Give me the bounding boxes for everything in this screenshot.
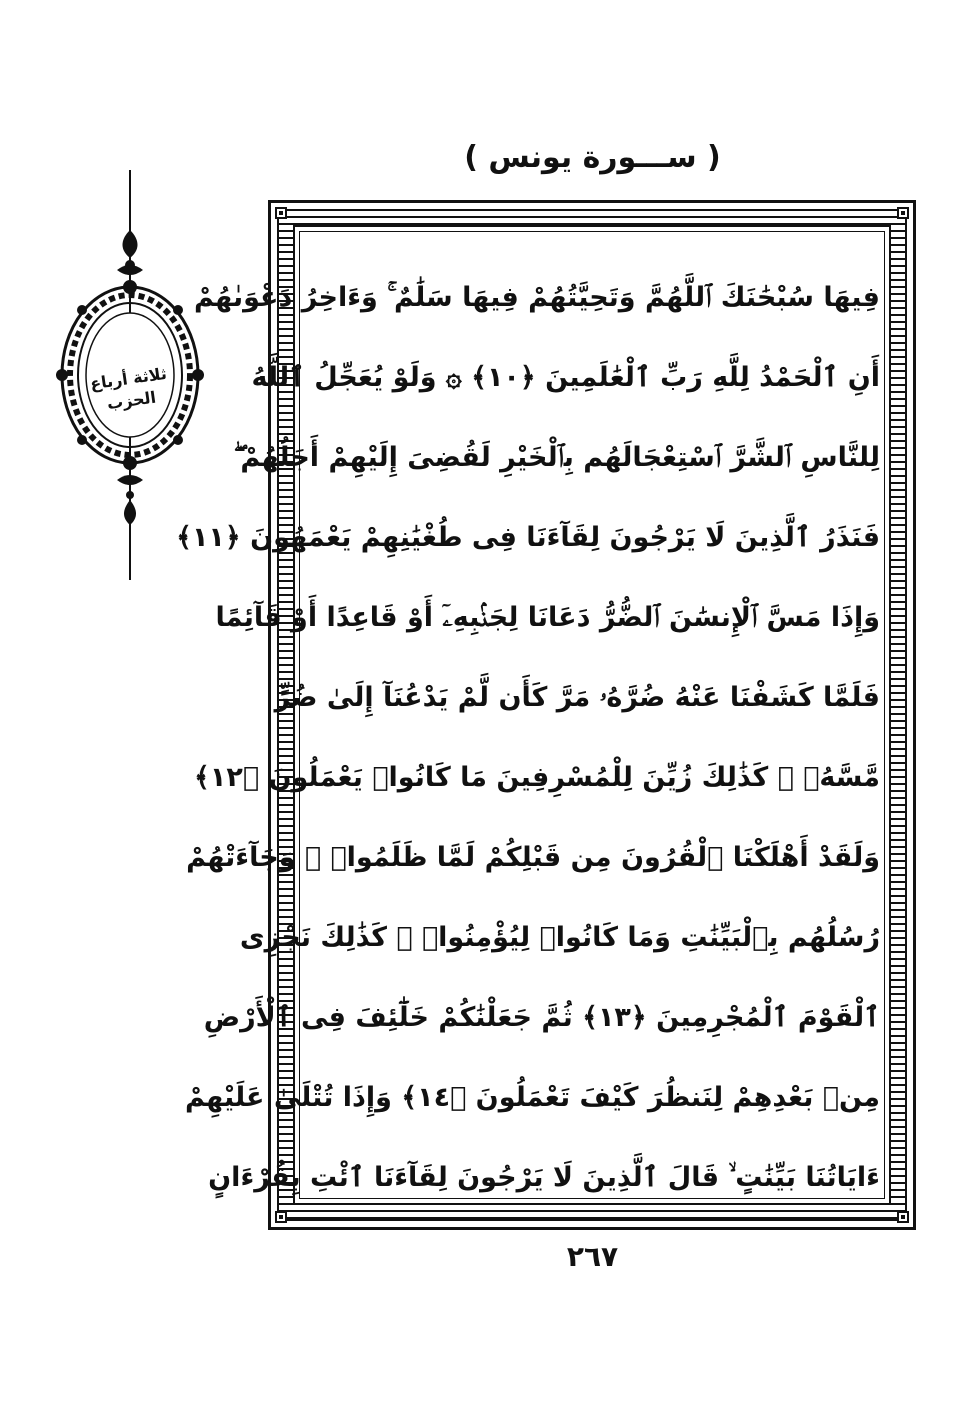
verse-line-7: مَّسَّهُۥ ۚ كَذَٰلِكَ زُيِّنَ لِلْمُسْرِفِينَ مَا كَانُوا۟ يَعْمَلُونَ ﴿١٢﴾ (194, 762, 880, 793)
verse-line-6: فَلَمَّا كَشَفْنَا عَنْهُ ضُرَّهُۥ مَرَّ كَأَن لَّمْ يَدْعُنَآ إِلَىٰ ضُرٍّ (274, 682, 880, 713)
frame-corner-icon (897, 1211, 909, 1223)
surah-title: ( ســـورة يونس ) (464, 140, 721, 175)
frame-corner-icon (275, 207, 287, 219)
verse-line-3: لِلنَّاسِ ٱلشَّرَّ ٱسْتِعْجَالَهُم بِٱلْخَيْرِ لَقُضِىَ إِلَيْهِمْ أَجَلُهُمْ ۖ (233, 442, 880, 473)
verse-line-12: ءَايَاتُنَا بَيِّنَٰتٍ ۙ قَالَ ٱلَّذِينَ لَا يَرْجُونَ لِقَآءَنَا ٱئْتِ بِقُرْءَانٍ (208, 1162, 880, 1193)
verse-line-8: وَلَقَدْ أَهْلَكْنَا ٱلْقُرُونَ مِن قَبْلِكُمْ لَمَّا ظَلَمُوا۟ ۙ وَجَآءَتْهُمْ (186, 842, 880, 873)
verse-line-11: مِنۢ بَعْدِهِمْ لِنَنظُرَ كَيْفَ تَعْمَلُونَ ﴿١٤﴾ وَإِذَا تُتْلَىٰ عَلَيْهِمْ (184, 1082, 880, 1113)
verse-text-block (176, 258, 880, 1218)
frame-corner-icon (897, 207, 909, 219)
verse-line-4: فَنَذَرُ ٱلَّذِينَ لَا يَرْجُونَ لِقَآءَنَا فِى طُغْيَٰنِهِمْ يَعْمَهُونَ ﴿١١﴾ (176, 522, 880, 553)
verse-line-10: ٱلْقَوْمَ ٱلْمُجْرِمِينَ ﴿١٣﴾ ثُمَّ جَعَلْنَٰكُمْ خَلَٰٓئِفَ فِى ٱلْأَرْضِ (203, 1002, 880, 1033)
verse-line-5: وَإِذَا مَسَّ ٱلْإِنسَٰنَ ٱلضُّرُّ دَعَانَا لِجَنۢبِهِۦٓ أَوْ قَاعِدًا أَوْ قَآئِمًا (215, 602, 880, 633)
page-number: ٢٦٧ (566, 1240, 619, 1273)
verse-line-1: فِيهَا سُبْحَٰنَكَ ٱللَّهُمَّ وَتَحِيَّتُهُمْ فِيهَا سَلَٰمٌ ۚ وَءَاخِرُ دَعْوَىٰهُمْ (193, 282, 880, 313)
verse-line-9: رُسُلُهُم بِٱلْبَيِّنَٰتِ وَمَا كَانُوا۟ لِيُؤْمِنُوا۟ ۚ كَذَٰلِكَ نَجْزِى (239, 922, 880, 953)
verse-line-2: أَنِ ٱلْحَمْدُ لِلَّهِ رَبِّ ٱلْعَٰلَمِينَ ﴿١٠﴾ ۞ وَلَوْ يُعَجِّلُ ٱللَّهُ (251, 362, 880, 393)
hizb-label: ثلاثة أرباع الحزب (88, 363, 168, 414)
